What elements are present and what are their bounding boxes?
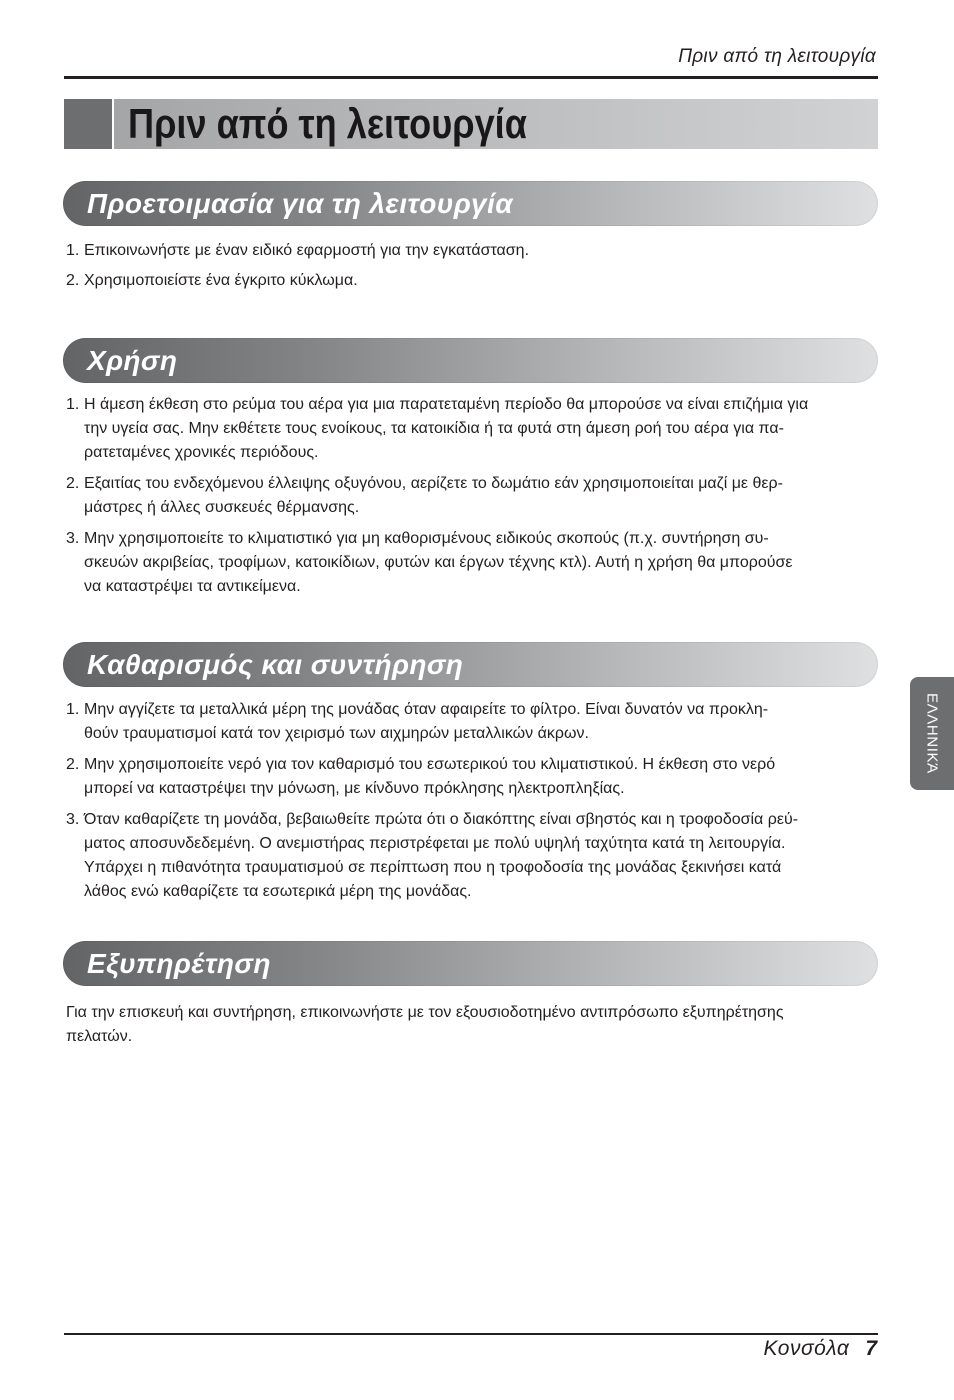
- section-heading-service: [63, 941, 878, 986]
- list-line: λάθος ενώ καθαρίζετε τα εσωτερικά μέρη της μονάδας.: [84, 883, 472, 900]
- page-footer: [764, 1336, 877, 1364]
- list-line: θούν τραυματισμοί κατά τον χειρισμό των αιχμηρών μεταλλικών άκρων.: [84, 725, 589, 742]
- language-side-tab: [910, 677, 954, 790]
- title-square-marker: [64, 99, 112, 149]
- section-heading-text: Εξυπηρέτηση: [87, 948, 271, 979]
- item-number: 2.: [66, 272, 80, 289]
- list-item: [66, 269, 876, 293]
- footer-product-label: Κονσόλα: [763, 1337, 850, 1360]
- header-rule: [64, 76, 878, 79]
- list-line: Εξαιτίας του ενδεχόμενου έλλειψης οξυγόνου, αερίζετε το δωμάτιο εάν χρησιμοποιείται μαζί με θερ-: [84, 475, 783, 492]
- preparation-list: [66, 239, 876, 299]
- section-heading-cleaning: [63, 642, 878, 687]
- item-text: [84, 239, 876, 263]
- section-heading-text: Χρήση: [87, 345, 178, 376]
- list-item: [66, 698, 876, 746]
- item-text: [84, 269, 876, 293]
- page-number: 7: [865, 1337, 877, 1360]
- item-text: [84, 698, 876, 746]
- list-line: Μην χρησιμοποιείτε νερό για τον καθαρισμό του εσωτερικού του κλιματιστικού. Η έκθεση στο νερό: [84, 756, 776, 773]
- list-item: [66, 527, 876, 599]
- item-number: 1.: [66, 701, 80, 718]
- footer-rule: [64, 1333, 878, 1335]
- service-paragraph: [66, 1001, 876, 1049]
- list-item: [66, 239, 876, 263]
- item-number: 3.: [66, 811, 80, 828]
- paragraph-line: Για την επισκευή και συντήρηση, επικοινωνήστε με τον εξουσιοδοτημένο αντιπρόσωπο εξυπηρέτησης: [66, 1004, 784, 1021]
- page-title-block: [64, 99, 878, 149]
- item-text: [84, 753, 876, 801]
- item-number: 3.: [66, 530, 80, 547]
- running-header-title: Πριν από τη λειτουργία: [678, 46, 876, 67]
- list-line: μπορεί να καταστρέψει την μόνωση, με κίνδυνο πρόκλησης ηλεκτροπληξίας.: [84, 780, 625, 797]
- list-line: Επικοινωνήστε με έναν ειδικό εφαρμοστή για την εγκατάσταση.: [84, 242, 530, 259]
- list-line: Μην χρησιμοποιείτε το κλιματιστικό για μη καθορισμένους ειδικούς σκοπούς (π.χ. συντήρηση συ-: [84, 530, 769, 547]
- usage-list: [66, 393, 876, 606]
- item-text: [84, 472, 876, 520]
- list-line: Υπάρχει η πιθανότητα τραυματισμού σε περίπτωση που η τροφοδοσία της μονάδας ξεκινήσει κατά: [84, 859, 782, 876]
- item-text: [84, 527, 876, 599]
- item-text: [84, 808, 876, 904]
- paragraph-line: πελατών.: [66, 1028, 133, 1045]
- language-tab-label: ΕΛΛΗΝΙΚΆ: [923, 693, 941, 774]
- list-line: ρατεταμένες χρονικές περιόδους.: [84, 444, 319, 461]
- list-item: [66, 393, 876, 465]
- item-text: [84, 393, 876, 465]
- cleaning-list: [66, 698, 876, 911]
- list-line: Η άμεση έκθεση στο ρεύμα του αέρα για μια παρατεταμένη περίοδο θα μπορούσε να είναι επιζήμια για: [84, 396, 809, 413]
- section-heading-preparation: [63, 181, 878, 226]
- item-number: 2.: [66, 475, 80, 492]
- item-number: 2.: [66, 756, 80, 773]
- list-line: μάστρες ή άλλες συσκευές θέρμανσης.: [84, 499, 360, 516]
- list-item: [66, 472, 876, 520]
- list-item: [66, 808, 876, 904]
- list-item: [66, 753, 876, 801]
- title-bar: [114, 99, 878, 149]
- list-line: την υγεία σας. Μην εκθέτετε τους ενοίκους, τα κατοικίδια ή τα φυτά στη άμεση ροή του αέρα για πα-: [84, 420, 784, 437]
- list-line: Μην αγγίζετε τα μεταλλικά μέρη της μονάδας όταν αφαιρείτε το φίλτρο. Είναι δυνατόν να προκλη-: [84, 701, 769, 718]
- item-number: 1.: [66, 242, 80, 259]
- list-line: ματος αποσυνδεδεμένη. Ο ανεμιστήρας περιστρέφεται με πολύ υψηλή ταχύτητα κατά τη λειτουργία.: [84, 835, 786, 852]
- item-number: 1.: [66, 396, 80, 413]
- section-heading-text: Προετοιμασία για τη λειτουργία: [87, 188, 513, 219]
- list-line: να καταστρέψει τα αντικείμενα.: [84, 578, 301, 595]
- section-heading-text: Καθαρισμός και συντήρηση: [87, 649, 464, 680]
- list-line: Χρησιμοποιείστε ένα έγκριτο κύκλωμα.: [84, 272, 358, 289]
- section-heading-usage: [63, 338, 878, 383]
- list-line: Όταν καθαρίζετε τη μονάδα, βεβαιωθείτε πρώτα ότι ο διακόπτης είναι σβηστός και η τροφοδοσία ρεύ-: [84, 811, 799, 828]
- list-line: σκευών ακριβείας, τροφίμων, κατοικίδιων, φυτών και έργων τέχνης κτλ). Αυτή η χρήση θα μπορούσε: [84, 554, 793, 571]
- page-title: Πριν από τη λειτουργία: [128, 100, 527, 147]
